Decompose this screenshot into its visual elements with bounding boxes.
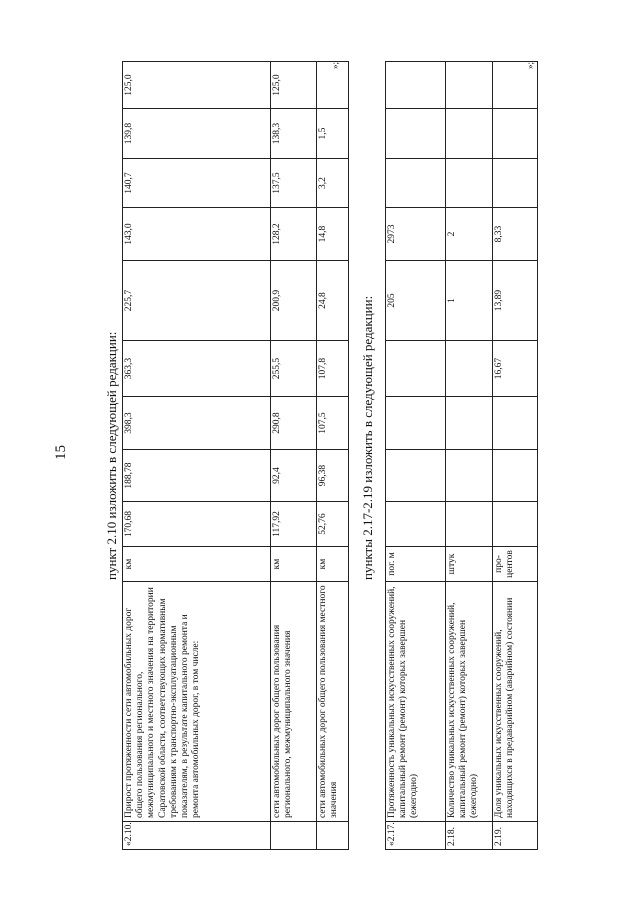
value-cell xyxy=(386,397,446,450)
unit-cell: про-центов xyxy=(493,547,538,582)
value-cell: 140,7 xyxy=(123,159,271,208)
value-cell: 16,67 xyxy=(493,341,538,397)
row-number: «2.10. xyxy=(123,822,271,850)
value-cell: 13,89 xyxy=(493,261,538,341)
value-cell xyxy=(446,62,493,109)
row-number: 2.19. xyxy=(493,822,538,850)
unit-cell: штук xyxy=(446,547,493,582)
value-cell: 2 xyxy=(446,208,493,261)
row-number: «2.17. xyxy=(386,822,446,850)
table-row xyxy=(446,62,493,850)
value-cell: 255,5 xyxy=(271,341,317,397)
section1-table xyxy=(122,61,349,850)
value-cell: 107,5 xyxy=(317,397,349,450)
table-row xyxy=(493,62,538,850)
value-cell xyxy=(446,109,493,159)
value-cell: 3,2 xyxy=(317,159,349,208)
indicator-name: Протяженность уникальных искусственных сооружений, капитальный ремонт (ремонт) которых завершен (ежегодно) xyxy=(386,582,446,822)
section2-table xyxy=(385,61,538,850)
value-cell: 107,8 xyxy=(317,341,349,397)
value-cell: 52,76 xyxy=(317,502,349,547)
value-cell: 125,0 xyxy=(271,62,317,109)
value-cell xyxy=(386,159,446,208)
value-cell xyxy=(493,397,538,450)
value-cell: 290,8 xyxy=(271,397,317,450)
value-cell xyxy=(493,450,538,502)
value-cell: 92,4 xyxy=(271,450,317,502)
value-cell: 363,3 xyxy=(123,341,271,397)
value-cell: 128,2 xyxy=(271,208,317,261)
value-cell xyxy=(386,62,446,109)
value-cell: 117,92 xyxy=(271,502,317,547)
value-cell xyxy=(493,109,538,159)
value-cell: 225,7 xyxy=(123,261,271,341)
value-cell: 205 xyxy=(386,261,446,341)
section1-closing: »; xyxy=(330,61,340,69)
table-row xyxy=(271,62,317,850)
row-number xyxy=(271,822,317,850)
value-cell xyxy=(386,450,446,502)
value-cell xyxy=(446,341,493,397)
value-cell xyxy=(446,502,493,547)
indicator-name: Доля уникальных искусственных сооружений, находящихся в предаварийном (аварийном) состоянии xyxy=(493,582,538,822)
value-cell xyxy=(446,450,493,502)
value-cell: 138,3 xyxy=(271,109,317,159)
section2-closing: »; xyxy=(525,61,535,69)
section2-heading: пункты 2.17-2.19 изложить в следующей редакции: xyxy=(360,295,375,580)
value-cell: 2973 xyxy=(386,208,446,261)
unit-cell: км xyxy=(271,547,317,582)
row-number: 2.18. xyxy=(446,822,493,850)
value-cell xyxy=(493,502,538,547)
value-cell: 139,8 xyxy=(123,109,271,159)
value-cell: 96,38 xyxy=(317,450,349,502)
value-cell xyxy=(446,159,493,208)
value-cell: 1 xyxy=(446,261,493,341)
value-cell: 188,78 xyxy=(123,450,271,502)
indicator-name: сети автомобильных дорог общего пользования местного значения xyxy=(317,582,349,822)
value-cell: 137,5 xyxy=(271,159,317,208)
value-cell xyxy=(446,397,493,450)
table-row xyxy=(317,62,349,850)
indicator-name: сети автомобильных дорог общего пользования регионального, межмуниципального значения xyxy=(271,582,317,822)
value-cell xyxy=(386,109,446,159)
value-cell: 125,0 xyxy=(123,62,271,109)
value-cell: 1,5 xyxy=(317,109,349,159)
value-cell xyxy=(386,341,446,397)
value-cell: 14,8 xyxy=(317,208,349,261)
unit-cell: км xyxy=(317,547,349,582)
value-cell: 170,68 xyxy=(123,502,271,547)
indicator-name: Прирост протяженности сети автомобильных дорог общего пользования регионального, межмуниципального и местного значения на территории Саратовской области, соответствующих нормативным требованиям к транспортно-эксплуатационным показателям, в результате капитального ремонта и ремонта автомобильных дорог, в том числе: xyxy=(123,582,271,822)
page-number: 15 xyxy=(53,445,69,460)
value-cell: 398,3 xyxy=(123,397,271,450)
section1-heading: пункт 2.10 изложить в следующей редакции: xyxy=(104,331,119,580)
value-cell: 24,8 xyxy=(317,261,349,341)
table-row xyxy=(123,62,271,850)
table-row xyxy=(386,62,446,850)
indicator-name: Количество уникальных искусственных сооружений, капитальный ремонт (ремонт) которых завершен (ежегодно) xyxy=(446,582,493,822)
unit-cell: пог. м xyxy=(386,547,446,582)
value-cell: 143,0 xyxy=(123,208,271,261)
value-cell: 8,33 xyxy=(493,208,538,261)
value-cell: 200,9 xyxy=(271,261,317,341)
unit-cell: км xyxy=(123,547,271,582)
value-cell xyxy=(386,502,446,547)
row-number xyxy=(317,822,349,850)
value-cell xyxy=(493,159,538,208)
